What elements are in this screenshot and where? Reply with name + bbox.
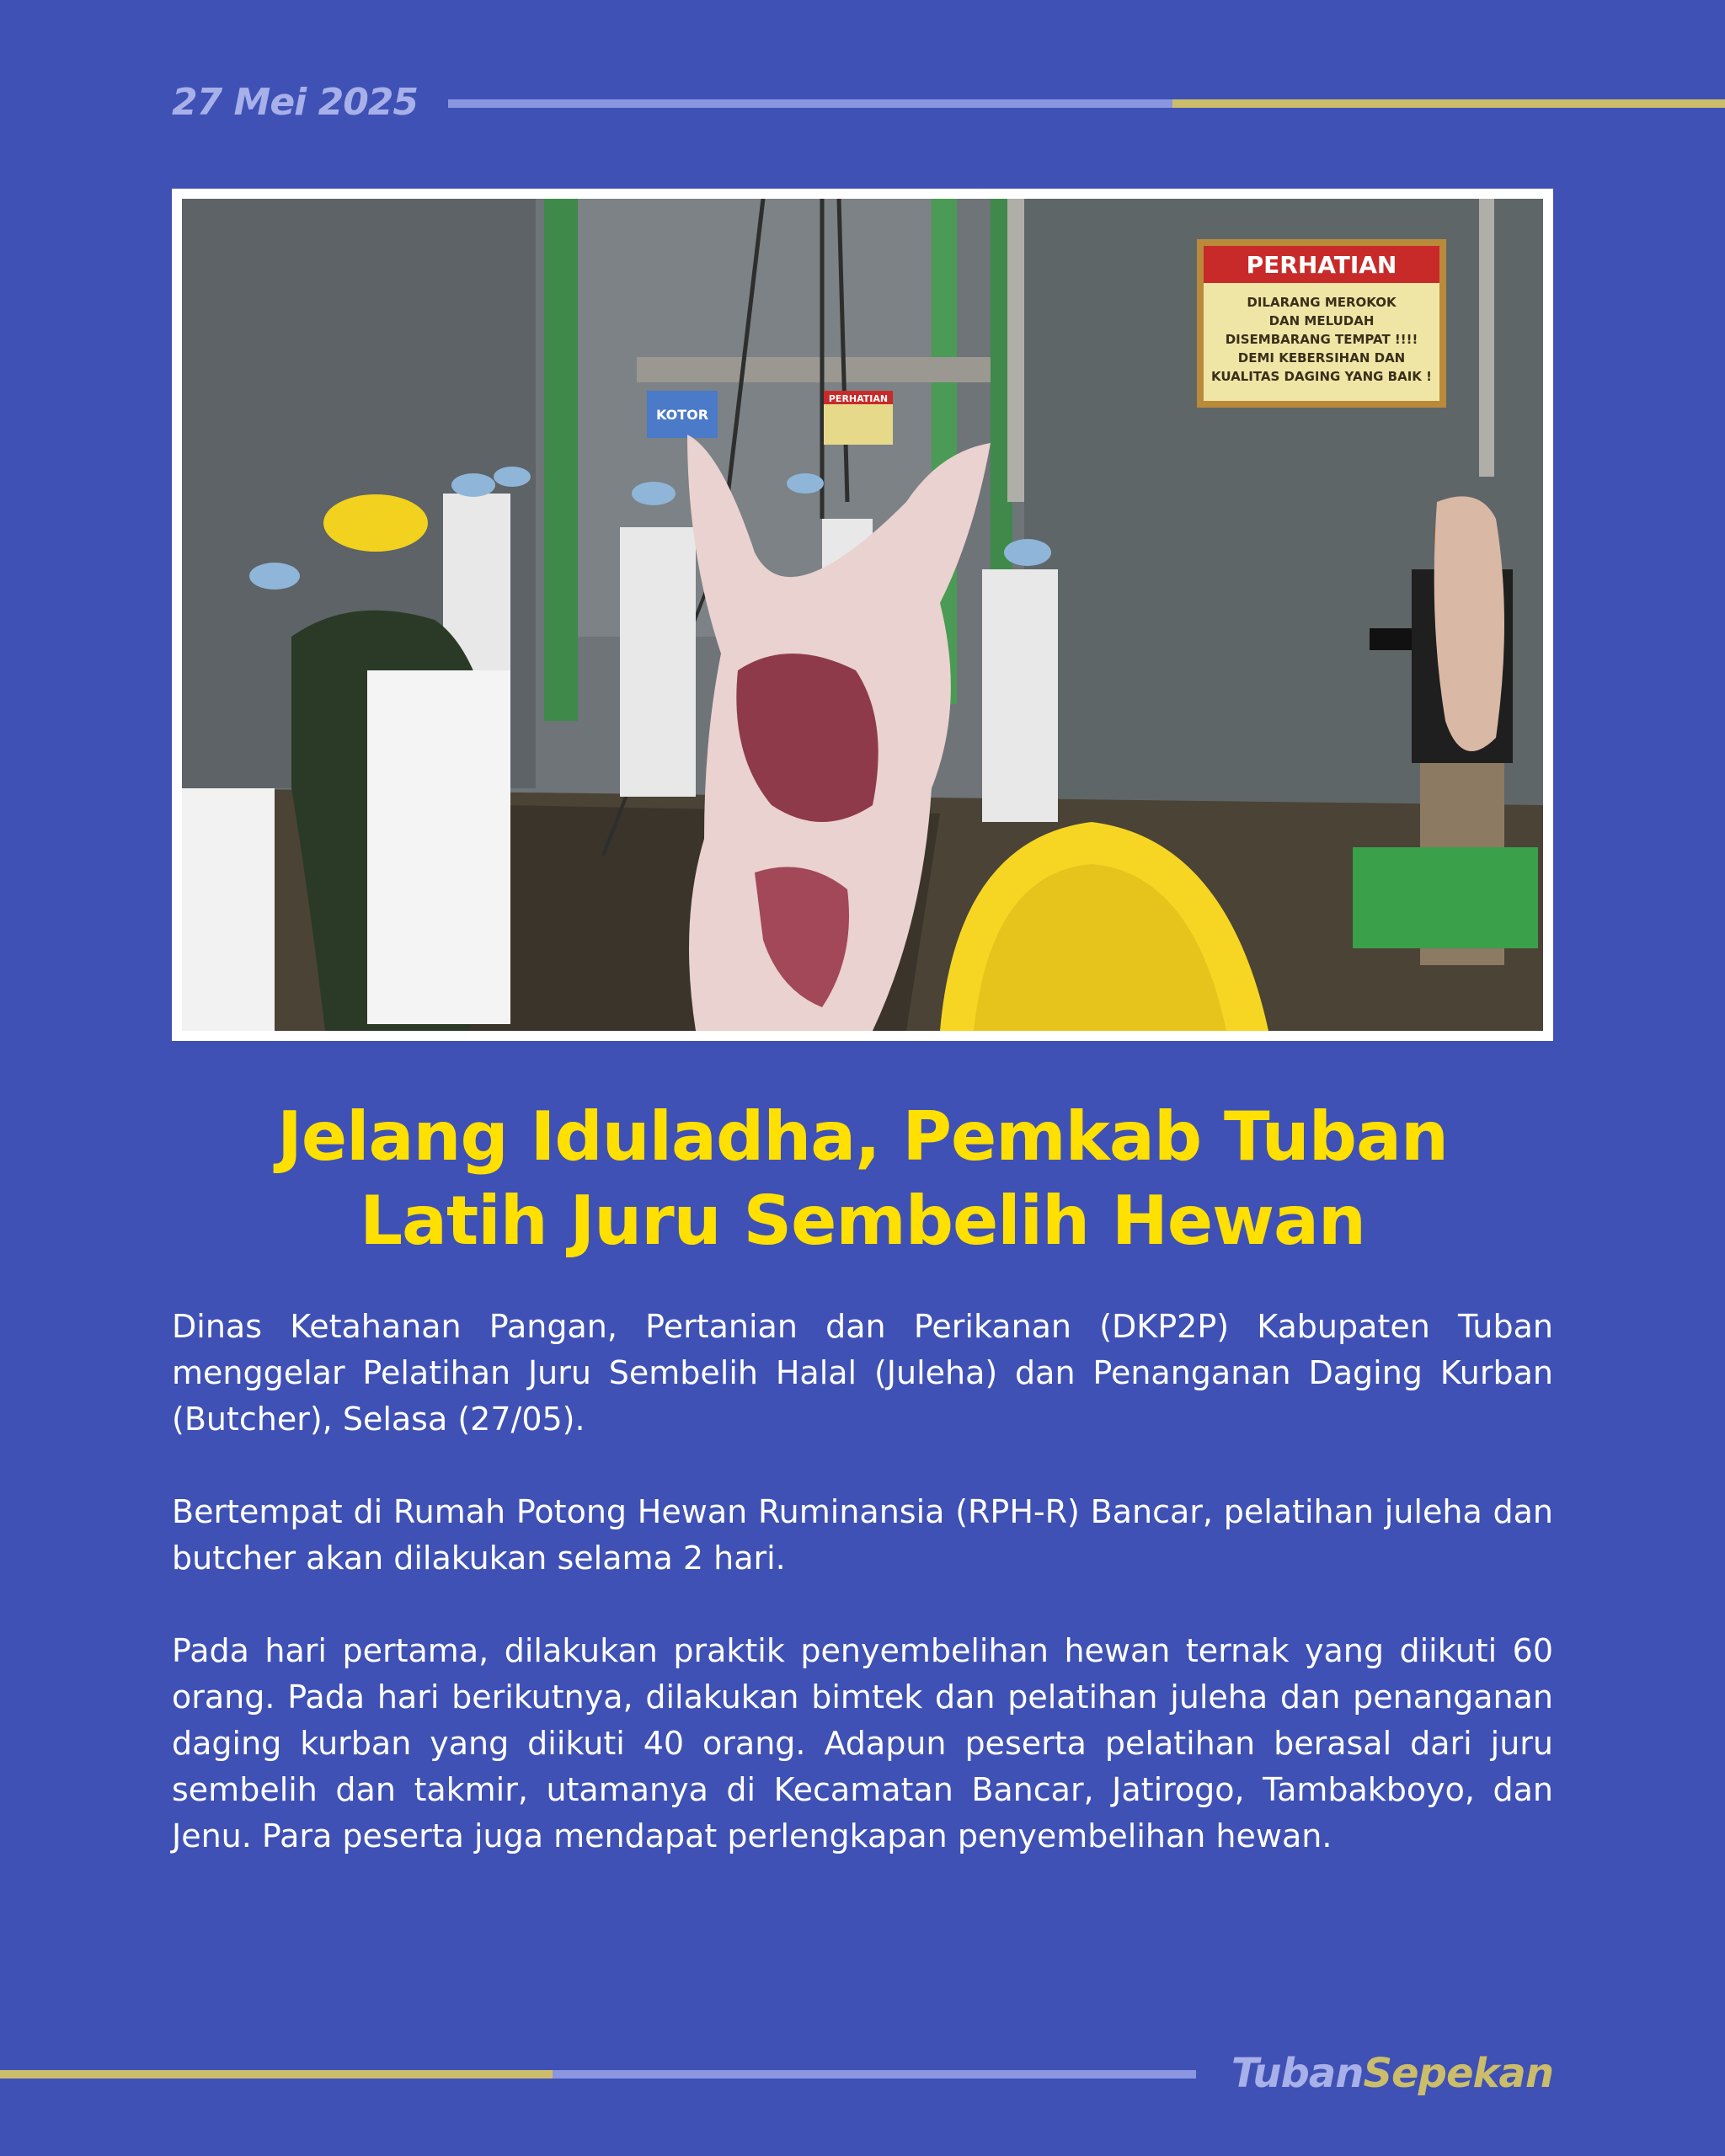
sign-line: DISEMBARANG TEMPAT !!!!	[1225, 332, 1418, 347]
top-divider-blue	[448, 99, 1172, 108]
top-divider-gold	[1172, 99, 1725, 108]
brand-part-sepekan: Sepekan	[1363, 2050, 1553, 2097]
article-title-line2: Latih Juru Sembelih Hewan	[360, 1182, 1365, 1260]
small-sign-perhatian: PERHATIAN	[828, 393, 889, 404]
brand-logo	[1231, 2048, 1553, 2099]
brand-part-tuban: Tuban	[1231, 2050, 1364, 2097]
sign-title: PERHATIAN	[1246, 251, 1397, 279]
article-body	[172, 1304, 1553, 1906]
sign-line: DEMI KEBERSIHAN DAN	[1237, 350, 1406, 366]
sign-line: DAN MELUDAH	[1268, 313, 1375, 328]
slaughterhouse-photo	[182, 199, 1543, 1031]
small-sign-kotor: KOTOR	[655, 407, 709, 423]
article-paragraph: Bertempat di Rumah Potong Hewan Ruminansia (RPH-R) Bancar, pelatihan juleha dan butcher akan dilakukan selama 2 hari.	[172, 1493, 1553, 1577]
sign-line: KUALITAS DAGING YANG BAIK !	[1210, 369, 1433, 384]
sign-line: DILARANG MEROKOK	[1247, 295, 1397, 310]
article-title	[172, 1095, 1553, 1263]
bottom-divider-gold	[0, 2070, 553, 2079]
attention-sign	[1197, 239, 1446, 408]
article-paragraph: Dinas Ketahanan Pangan, Pertanian dan Perikanan (DKP2P) Kabupaten Tuban menggelar Pelatihan Juru Sembelih Halal (Juleha) dan Penanganan Daging Kurban (Butcher), Selasa (27/05).	[172, 1308, 1553, 1438]
article-paragraph: Pada hari pertama, dilakukan praktik penyembelihan hewan ternak yang diikuti 60 orang. Pada hari berikutnya, dilakukan bimtek dan pelatihan juleha dan penanganan daging kurban yang diikuti 40 orang. Adapun peserta pelatihan berasal dari juru sembelih dan takmir, utamanya di Kecamatan Bancar, Jatirogo, Tambakboyo, dan Jenu. Para peserta juga mendapat perlengkapan penyembelihan hewan.	[172, 1632, 1553, 1854]
date-label: 27 Mei 2025	[172, 81, 419, 124]
article-title-line1: Jelang Iduladha, Pemkab Tuban	[277, 1097, 1448, 1176]
bottom-divider-blue	[553, 2070, 1196, 2079]
photo-frame	[172, 189, 1553, 1041]
